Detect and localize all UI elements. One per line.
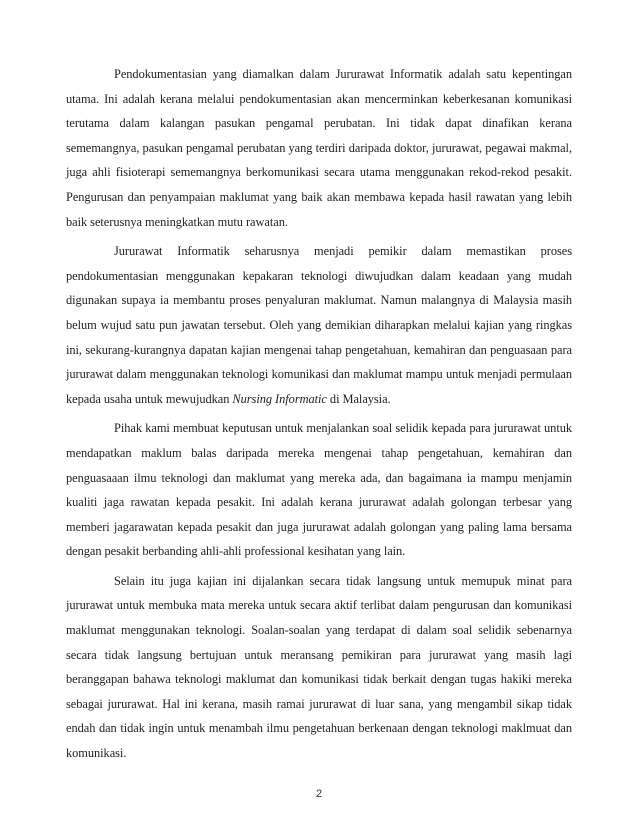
paragraph-2-emphasis: Nursing Informatic — [232, 391, 327, 406]
paragraph-2 — [66, 239, 572, 411]
paragraph-1: Pendokumentasian yang diamalkan dalam Jururawat Informatik adalah satu kepentingan utama. Ini adalah kerana melalui pendokumentasian akan mencerminkan keberkesanan komunikasi terutama dalam kalangan pasukan pengamal perubatan. Ini tidak dapat dinafikan kerana sememangnya, pasukan pengamal perubatan yang terdiri daripada doktor, jururawat, pegawai makmal, juga ahli fisioterapi sememangnya berkomunikasi secara utama menggunakan rekod-rekod pesakit. Pengurusan dan penyampaian maklumat yang baik akan membawa kepada hasil rawatan yang lebih baik seterusnya meningkatkan mutu rawatan. — [66, 67, 572, 229]
document-body — [66, 62, 572, 771]
page-number: 2 — [315, 788, 323, 800]
paragraph-2-text-after: di Malaysia. — [326, 391, 391, 406]
paragraph-4: Selain itu juga kajian ini dijalankan secara tidak langsung untuk memupuk minat para jururawat untuk membuka mata mereka untuk secara aktif terlibat dalam pengurusan dan komunikasi maklumat menggunakan teknologi. Soalan-soalan yang terdapat di dalam soal selidik sebenarnya secara tidak langsung bertujuan untuk meransang pemikiran para jururawat yang masih lagi beranggapan bahawa teknologi maklumat dan komunikasi tidak berkait dengan tugas hakiki mereka sebagai jururawat. Hal ini kerana, masih ramai jururawat di luar sana, yang mengambil sikap tidak endah dan tidak ingin untuk menambah ilmu pengetahuan berkenaan dengan teknologi maklmuat dan komunikasi. — [66, 573, 572, 761]
paragraph-3: Pihak kami membuat keputusan untuk menjalankan soal selidik kepada para jururawat untuk mendapatkan maklum balas daripada mereka mengenai tahap pengetahuan, kemahiran dan penguasaaan ilmu teknologi dan maklumat yang mereka ada, dan bagaimana ia mampu menjamin kualiti jaga rawatan kepada pesakit. Ini adalah kerana jururawat adalah golongan terbesar yang memberi jagarawatan kepada pesakit dan juga jururawat adalah golongan yang paling lama bersama dengan pesakit berbanding ahli-ahli professional kesihatan yang lain. — [66, 421, 572, 559]
paragraph-2-text-before: Jururawat Informatik seharusnya menjadi pemikir dalam memastikan proses pendokumentasian menggunakan kepakaran teknologi diwujudkan dalam keadaan yang mudah digunakan supaya ia membantu proses penyaluran maklumat. Namun malangnya di Malaysia masih belum wujud satu pun jawatan tersebut. Oleh yang demikian diharapkan melalui kajian yang ringkas ini, sekurang-kurangnya dapatan kajian mengenai tahap pengetahuan, kemahiran dan penguasaan para jururawat dalam menggunakan teknologi komunikasi dan maklumat mampu untuk menjadi permulaan kepada usaha untuk mewujudkan — [66, 244, 572, 406]
